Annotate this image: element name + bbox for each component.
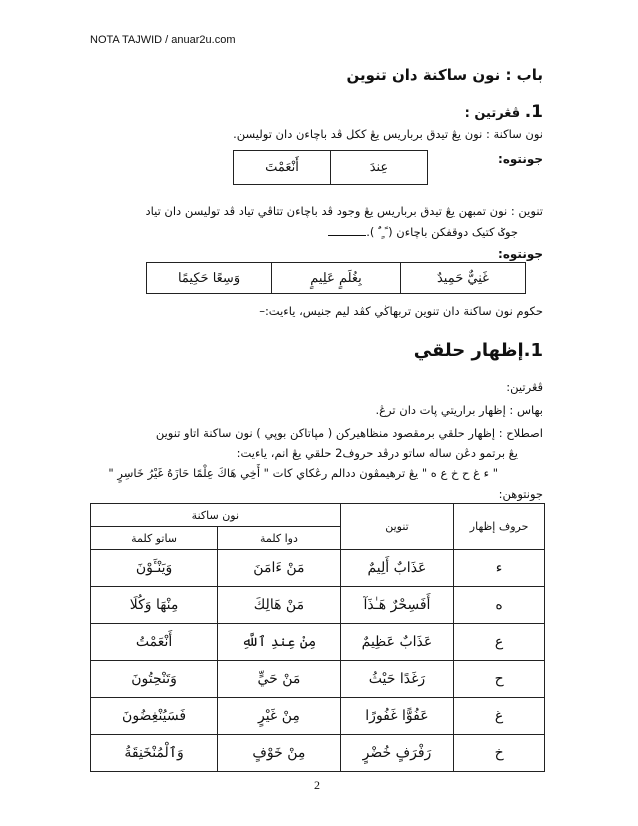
cell-letter: خ <box>454 735 545 772</box>
header-letter: حروف إظهار <box>454 504 545 550</box>
hukum-line: حكوم نون ساكنة دان تنوين تربهاڬي كڤد ليم جنيس، ياءيت:– <box>259 304 543 318</box>
table-row <box>91 587 545 624</box>
chapter-title: باب : نون ساكنة دان تنوين <box>346 66 543 84</box>
definition-label-2: ڤڠرتين: <box>506 380 543 394</box>
tanwin-definition-line-2 <box>328 225 518 239</box>
blank-underline <box>328 226 366 236</box>
cell-two-words: مَنْ هَالِكَ <box>218 587 341 624</box>
cell-two-words: مِنْ عِندِ ٱللَّهِ <box>218 624 341 661</box>
table-row <box>91 661 545 698</box>
table-row <box>91 550 545 587</box>
header-two-words: دوا كلمة <box>218 527 341 550</box>
example-box-2 <box>146 262 526 294</box>
header-nun-sakinah: نون ساكنة <box>91 504 341 527</box>
header-one-word: ساتو كلمة <box>91 527 218 550</box>
table-row <box>91 735 545 772</box>
page-header: NOTA TAJWID / anuar2u.com <box>90 34 236 46</box>
cell-letter: ء <box>454 550 545 587</box>
cell-one-word: أَنْعَمْتُ <box>91 624 218 661</box>
table-row <box>91 698 545 735</box>
istilah-definition: اصطلاح : إظهار حلقي برمقصود منظاهيركن ( مڽاتاكن بوڽي ) نون ساكنة اتاو تنوين <box>155 426 543 440</box>
tanwin-definition-line-1: تنوين : نون تمبهن يڠ تيدق برباريس يڠ وجود ڤد باچاءن تتاڤي تياد ڤد توليسن دان تياد <box>145 204 543 218</box>
cell-letter: ع <box>454 624 545 661</box>
bahasa-definition: بهاس : إظهار براريتي ڽات دان ترڠ. <box>375 403 543 417</box>
cell-letter: غ <box>454 698 545 735</box>
header-tanwin: تنوين <box>340 504 454 550</box>
definition-heading-text: ڤڠرتين : <box>464 106 521 121</box>
cell-one-word: وَٱلْمُنْخَنِقَةُ <box>91 735 218 772</box>
example-box-1 <box>233 150 428 185</box>
izhar-letters-line: " ء غ ح خ ع ه " يڠ ترهيمڤون ددالم رڠكاي كات " أَخِي هَاكَ عِلْمًا حَازَهُ غَيْرُ خَاسِرٍ " <box>108 466 498 480</box>
example-word: أَنْعَمْتَ <box>234 151 331 185</box>
izhar-examples-table <box>90 503 545 772</box>
example-word: عِندَ <box>331 151 428 185</box>
cell-one-word: مِنْهَا وَكُلَا <box>91 587 218 624</box>
cell-two-words: مَنْ ءَامَنَ <box>218 550 341 587</box>
table-row <box>91 624 545 661</box>
example-word: بِغُلَمٍ عَلِيمٍ <box>272 263 401 294</box>
definition-heading <box>465 102 543 122</box>
cell-tanwin: رَغَدًا حَيْثُ <box>340 661 454 698</box>
istilah-definition-2: يڠ برتمو دڠن ساله ساتو درڤد حروف2 حلقي يڠ انم، ياءيت: <box>236 446 518 460</box>
izhar-halqi-title: 1.إظهار حلقي <box>413 340 543 361</box>
cell-one-word: وَتَنْحِتُونَ <box>91 661 218 698</box>
cell-two-words: مِنْ خَوْفٍ <box>218 735 341 772</box>
cell-two-words: مَنْ حَيٍّ <box>218 661 341 698</box>
cell-letter: ح <box>454 661 545 698</box>
cell-one-word: وَيَنْـَٔوْنَ <box>91 550 218 587</box>
cell-two-words: مِنْ غَيْرٍ <box>218 698 341 735</box>
example-word: غَنِيٌّ حَمِيدٌ <box>400 263 525 294</box>
cell-tanwin: رَفْرَفٍ خُضْرٍ <box>340 735 454 772</box>
example-word: وَسِعًا حَكِيمًا <box>147 263 272 294</box>
example-label-2: جونتوه: <box>498 247 543 261</box>
page-number: 2 <box>314 778 320 792</box>
cell-tanwin: عَذَابٌ عَظِيمٌ <box>340 624 454 661</box>
section-number: 1. <box>524 102 543 122</box>
cell-one-word: فَسَيُنْغِضُونَ <box>91 698 218 735</box>
cell-tanwin: عَذَابٌ أَلِيمٌ <box>340 550 454 587</box>
nun-sakinah-definition: نون ساكنة : نون يڠ تيدق برباريس يڠ ككل ڤد باچاءن دان توليسن. <box>233 127 543 141</box>
cell-letter: ه <box>454 587 545 624</box>
examples-label: جونتوهن: <box>498 487 543 501</box>
example-label: جونتوه: <box>498 152 543 166</box>
cell-tanwin: عَفُوًّا غَفُورًا <box>340 698 454 735</box>
tanwin-definition-text: جوݢ كتيک دوقفكن باچاءن ( ً ٍ ٌ ). <box>366 225 518 239</box>
cell-tanwin: أَفَسِحْرٌ هَـٰذَآ <box>340 587 454 624</box>
